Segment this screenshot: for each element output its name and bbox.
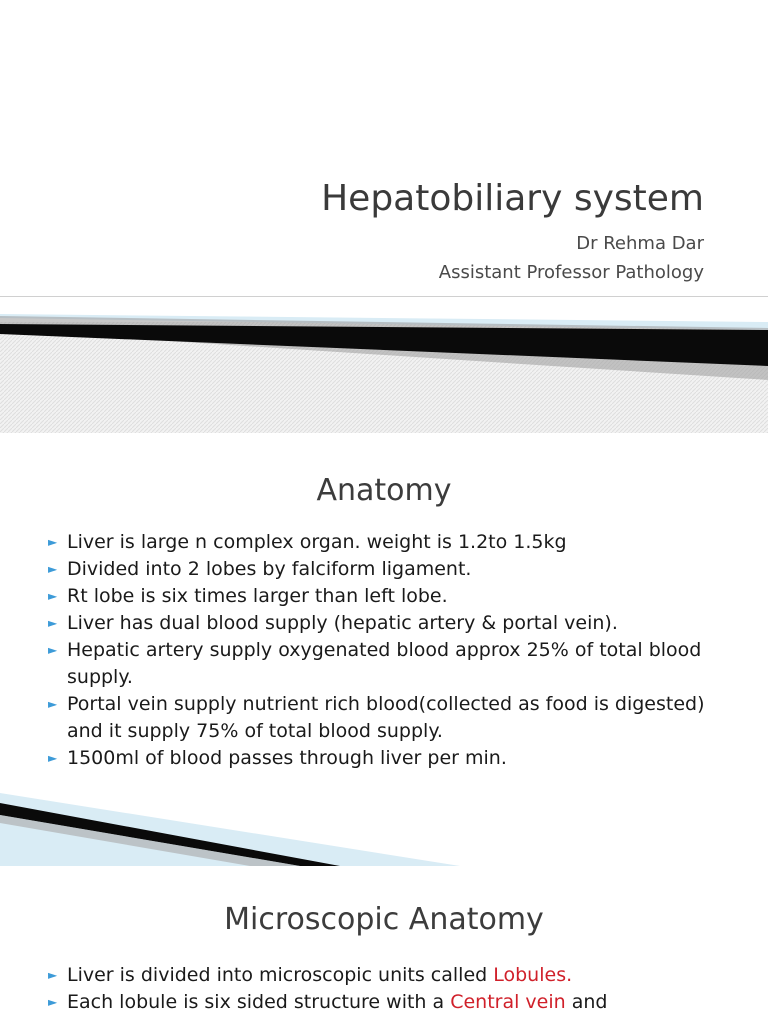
anatomy-swoosh-decoration	[0, 793, 768, 866]
list-item: ► Liver has dual blood supply (hepatic artery & portal vein).	[46, 610, 726, 637]
triangle-right-icon: ►	[48, 697, 58, 711]
author-role: Assistant Professor Pathology	[438, 262, 704, 283]
list-item: ► Liver is large n complex organ. weight is 1.2to 1.5kg	[46, 529, 726, 556]
highlight-term: Central vein	[450, 991, 566, 1013]
triangle-right-icon: ►	[48, 995, 58, 1009]
triangle-right-icon: ►	[48, 968, 58, 982]
highlight-term: Lobules.	[493, 964, 573, 986]
list-item: ► Divided into 2 lobes by falciform ligament.	[46, 556, 726, 583]
list-item: ► Rt lobe is six times larger than left lobe.	[46, 583, 726, 610]
triangle-right-icon: ►	[48, 643, 58, 657]
anatomy-heading: Anatomy	[316, 473, 452, 508]
title-swoosh-decoration	[0, 300, 768, 433]
triangle-right-icon: ►	[48, 616, 58, 630]
microscopic-anatomy-slide	[0, 866, 768, 1024]
list-item: ► Hepatic artery supply oxygenated blood approx 25% of total blood supply.	[48, 639, 702, 688]
anatomy-slide	[0, 433, 768, 866]
microscopic-bullet-list	[46, 962, 726, 1016]
triangle-right-icon: ►	[48, 589, 58, 603]
title-divider	[0, 296, 768, 297]
list-item: ► Portal vein supply nutrient rich blood(collected as food is digested) and it supply 75% of total blood supply.	[48, 693, 705, 742]
list-item: ► 1500ml of blood passes through liver per min.	[46, 745, 726, 772]
list-item: ► Each lobule is six sided structure with a Central vein and	[46, 989, 726, 1016]
author-name: Dr Rehma Dar	[576, 233, 704, 254]
title-slide	[0, 0, 768, 433]
microscopic-heading: Microscopic Anatomy	[224, 902, 544, 937]
triangle-right-icon: ►	[48, 751, 58, 765]
list-item: ► Liver is divided into microscopic units called Lobules.	[46, 962, 726, 989]
presentation-title: Hepatobiliary system	[321, 178, 704, 219]
anatomy-bullet-list	[46, 529, 726, 772]
triangle-right-icon: ►	[48, 535, 58, 549]
triangle-right-icon: ►	[48, 562, 58, 576]
